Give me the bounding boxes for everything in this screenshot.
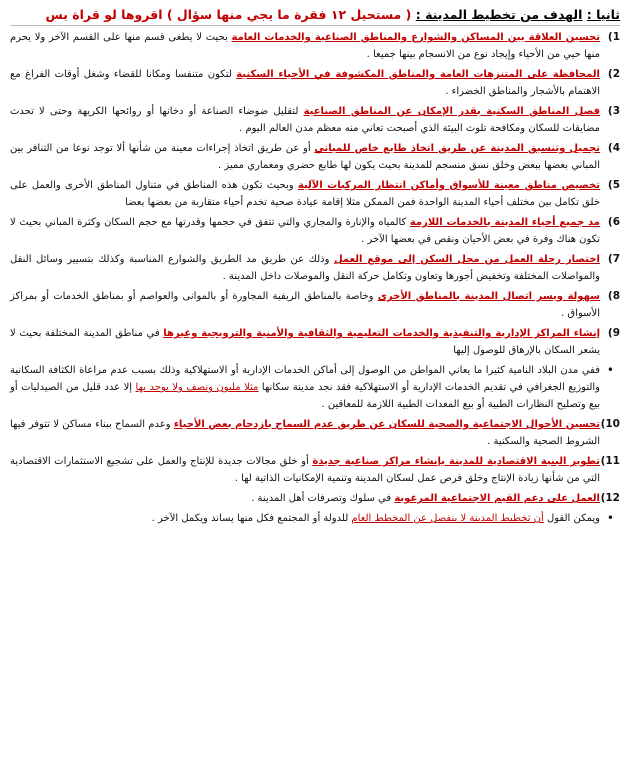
item-text: في سلوك وتصرفات أهل المدينة . bbox=[251, 493, 395, 504]
item-text: وبحيث تكون هذه المناطق في متناول المناطق الأخرى والعمل على خلق تكامل بين مختلف أحياء المدينة الواحدة فمن الممكن مثلا إقامة عيادة صحية تخدم أحياء متقاربة من بعضها بعضا bbox=[10, 180, 600, 208]
item-text: لتقليل ضوضاء الصناعة أو دخانها أو روائحها الكريهة وحتى لا تحدث مضايقات للسكان ومكافحة تلوث البيئة الذي أصبحت تعاني منه معظم مدن العالم اليوم . bbox=[10, 106, 600, 134]
list-item bbox=[10, 251, 620, 285]
list-item bbox=[10, 325, 620, 359]
item-number: 5) bbox=[607, 179, 620, 191]
item-number: 4) bbox=[607, 142, 620, 154]
item-number: 12) bbox=[600, 492, 620, 504]
item-keyword: سهولة ويسر اتصال المدينة بالمناطق الأخرى bbox=[377, 291, 601, 302]
item-text: وذلك عن طريق مد الطريق والشوارع المناسبة وكذلك بتسيير وسائل النقل والمواصلات المختلفة وتخفيض أجورها وتعاون وتكامل حركة النقل والموصلات داخل المدينة . bbox=[10, 254, 600, 282]
bullet-lead: ويمكن القول bbox=[543, 513, 600, 524]
bullet-highlight: أن تخطيط المدينة لا ينفصل عن المخطط العام bbox=[351, 513, 544, 524]
item-keyword: اختصار رحلة العمل من محل السكن إلى موقع العمل bbox=[334, 254, 600, 265]
item-text: بحيث لا يطغى قسم منها على القسم الآخر ولا يحرم منها حيي من الأحياء وإيجاد نوع من الانسجام بينها جميعا . bbox=[10, 32, 600, 60]
item-number: 10) bbox=[600, 418, 620, 430]
section-label: ثانيا : bbox=[586, 7, 620, 22]
bullet-text: ففي مدن البلاد النامية كثيرا ما يعاني المواطن من الوصول إلى أماكن الخدمات الإدارية أو الاستهلاكية وذلك بسبب عدم مراعاة الكثافة السكانية والتوزيع الجغرافي في تقديم الخدمات الإدارية أو الاستهلاكية فقد نجد مدينة سكانها bbox=[10, 365, 600, 393]
item-number: 8) bbox=[607, 290, 620, 302]
item-number: 1) bbox=[607, 31, 620, 43]
list-item bbox=[10, 214, 620, 248]
item-text: لتكون متنفسا ومكانا للقضاء وشغل أوقات الفراغ مع الاهتمام بالأشجار والمناطق الخضراء . bbox=[10, 69, 600, 97]
bullet-tail: للدولة أو المجتمع فكل منها يساند ويكمل الآخر . bbox=[151, 513, 352, 524]
item-text: أو عن طريق اتخاذ إجراءات معينة من شأنها ألا توجد نوعا من التنافر بين المباني بعضها ببعض وخلق نسق منسجم للمدينة بحيث يكون لها طابع حضري ومعماري مميز . bbox=[10, 143, 600, 171]
section-note: ( مستحيل ١٢ فقرة ما يجي منها سؤال ) اقروها لو قراة بس bbox=[45, 7, 412, 22]
item-text: كالمياه والإنارة والمجاري والتي تتفق في حجمها وقدرتها مع حجم السكان وكثرة المباني بحيث لا تكون هناك وفرة في بعض الأحيان ونقص في بعضها الآخر . bbox=[10, 217, 600, 245]
item-number: 6) bbox=[607, 216, 620, 228]
list-item bbox=[10, 453, 620, 487]
section-header bbox=[10, 6, 620, 26]
item-text: أو خلق مجالات جديدة للإنتاج والعمل على تشجيع الاستثمارات الاقتصادية التي من شأنها زيادة الإنتاج وخلق فرص عمل لسكان المدينة وتنمية الإمكانيات الذاتية لها . bbox=[10, 456, 600, 484]
item-keyword: تحسين العلاقة بين المساكن والشوارع والمناطق الصناعية والخدمات العامة bbox=[231, 32, 600, 43]
item-keyword: مد جميع أحياء المدينة بالخدمات اللازمة bbox=[409, 217, 600, 228]
item-number: 3) bbox=[607, 105, 620, 117]
list-item bbox=[10, 103, 620, 137]
list-item bbox=[10, 66, 620, 100]
item-keyword: تخصيص مناطق معينة للأسواق وأماكن انتظار المركبات الآلية bbox=[297, 180, 600, 191]
item-text: في مناطق المدينة المختلفة بحيث لا يشعر السكان بالإرهاق للوصول إليها bbox=[10, 328, 600, 356]
item-text: وعدم السماح ببناء مساكن لا تتوفر فيها الشروط الصحية والسكنية . bbox=[10, 419, 600, 447]
example-bullet bbox=[10, 362, 620, 413]
section-topic: الهدف من تخطيط المدينة : bbox=[415, 7, 583, 22]
goals-list bbox=[10, 29, 620, 359]
list-item bbox=[10, 288, 620, 322]
goals-list-continued bbox=[10, 416, 620, 507]
item-keyword: إنشاء المراكز الإدارية والتنفيذية والخدمات التعليمية والثقافية والأمنية والترويجية وغيرها bbox=[163, 328, 601, 339]
list-item bbox=[10, 177, 620, 211]
item-keyword: العمل على دعم القيم الاجتماعية المرغوبة bbox=[394, 493, 600, 504]
list-item bbox=[10, 490, 620, 507]
item-number: 2) bbox=[607, 68, 620, 80]
item-keyword: فصل المناطق السكنية بقدر الإمكان عن المناطق الصناعية bbox=[303, 106, 601, 117]
bullet-highlight: مثلا مليون ونصف ولا يوجد بها bbox=[135, 382, 259, 393]
list-item bbox=[10, 140, 620, 174]
item-keyword: تجميل وتنسيق المدينة عن طريق اتخاذ طابع خاص للمباني bbox=[314, 143, 600, 154]
list-item bbox=[10, 29, 620, 63]
item-keyword: المحافظة على المتنزهات العامة والمناطق المكشوفة في الأحياء السكنية bbox=[236, 69, 600, 80]
conclusion-bullet bbox=[10, 510, 620, 527]
item-keyword: تطوير البنية الاقتصادية للمدينة بإنشاء مراكز صناعية جديدة bbox=[312, 456, 600, 467]
item-number: 11) bbox=[600, 455, 620, 467]
bullet-tail: إلا عدد قليل من الصيدليات أو بيع وتصليح النظارات الطبية أو بيع المعدات الطبية اللازمة للمعاقين . bbox=[10, 382, 600, 410]
item-keyword: تحسين الأحوال الاجتماعية والصحية للسكان عن طريق عدم السماح بازدحام بعض الأحياء bbox=[173, 419, 601, 430]
item-number: 9) bbox=[607, 327, 620, 339]
list-item bbox=[10, 416, 620, 450]
item-text: وخاصة بالمناطق الريفية المجاورة أو بالموانى والعواصم أو بمناطق الخدمات أو بمراكز الأسواق . bbox=[10, 291, 600, 319]
item-number: 7) bbox=[607, 253, 620, 265]
